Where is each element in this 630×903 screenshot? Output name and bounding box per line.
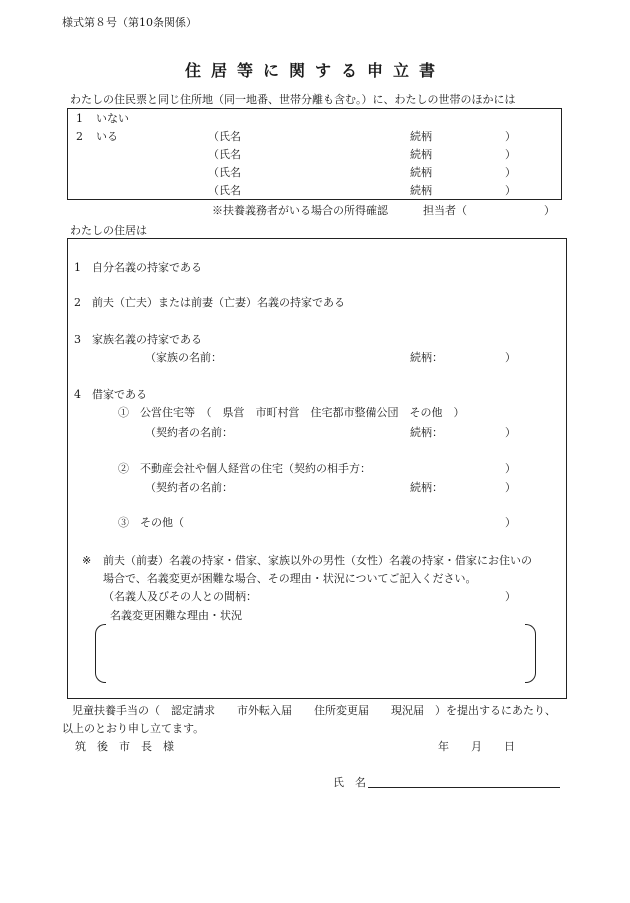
- member-close-3: ）: [505, 166, 516, 179]
- private-contract-close: ）: [505, 481, 516, 494]
- footer-line-1: 児童扶養手当の（ 認定請求 市外転入届 住所変更届 現況届 ）を提出するにあたり、: [72, 704, 556, 717]
- reason-label: 名義変更困難な理由・状況: [110, 609, 242, 622]
- private-contract-name[interactable]: （契約者の名前：: [145, 481, 233, 494]
- household-option-present[interactable]: いる: [96, 130, 118, 143]
- residence-option-rental[interactable]: 4 借家である: [74, 388, 147, 401]
- member-name-4[interactable]: （氏名: [208, 184, 241, 197]
- household-intro: わたしの住民票と同じ住所地（同一地番、世帯分離も含む。）に、わたしの世帯のほかには: [70, 93, 516, 106]
- rental-other[interactable]: ③ その他（: [118, 516, 184, 529]
- member-rel-2[interactable]: 続柄: [410, 148, 432, 161]
- rental-public-housing[interactable]: ① 公営住宅等 （ 県営 市町村営 住宅都市整備公団 その他 ）: [118, 406, 465, 419]
- family-rel-field[interactable]: 続柄：: [410, 351, 443, 364]
- staff-label: 担当者（: [423, 204, 467, 217]
- form-number: 様式第８号（第10条関係）: [62, 16, 197, 29]
- applicant-name-label: 氏 名: [333, 776, 366, 789]
- member-rel-3[interactable]: 続柄: [410, 166, 432, 179]
- household-option-present-num: 2: [76, 130, 83, 143]
- nominee-relation-field[interactable]: （名義人及びその人との間柄：: [103, 590, 257, 603]
- private-close: ）: [505, 462, 516, 475]
- page-title: 住居等に関する申立書: [185, 61, 446, 80]
- date-field[interactable]: 年 月 日: [438, 740, 515, 753]
- reason-bracket-left: [95, 624, 106, 683]
- household-option-none-num: 1: [76, 112, 83, 125]
- family-name-field[interactable]: （家族の名前：: [145, 351, 222, 364]
- note-line-1: 前夫（前妻）名義の持家・借家、家族以外の男性（女性）名義の持家・借家にお住いの: [103, 554, 532, 567]
- residence-option-former-spouse[interactable]: 2 前夫（亡夫）または前妻（亡妻）名義の持家である: [74, 296, 345, 309]
- member-close-4: ）: [505, 184, 516, 197]
- member-name-1[interactable]: （氏名: [208, 130, 241, 143]
- nominee-relation-close: ）: [505, 590, 516, 603]
- public-contract-rel[interactable]: 続柄：: [410, 426, 443, 439]
- rental-other-close: ）: [505, 516, 516, 529]
- reason-text-area[interactable]: [108, 626, 520, 679]
- household-option-none[interactable]: いない: [96, 112, 129, 125]
- note-mark: ※: [82, 554, 92, 567]
- member-close-1: ）: [505, 130, 516, 143]
- public-contract-close: ）: [505, 426, 516, 439]
- rental-private-housing[interactable]: ② 不動産会社や個人経営の住宅（契約の相手方：: [118, 462, 371, 475]
- member-rel-1[interactable]: 続柄: [410, 130, 432, 143]
- member-name-3[interactable]: （氏名: [208, 166, 241, 179]
- footer-line-2: 以上のとおり申し立てます。: [62, 722, 205, 735]
- income-confirm-note: ※扶養義務者がいる場合の所得確認: [212, 204, 388, 217]
- private-contract-rel[interactable]: 続柄：: [410, 481, 443, 494]
- addressee: 筑 後 市 長 様: [75, 740, 174, 753]
- note-line-2: 場合で、名義変更が困難な場合、その理由・状況についてご記入ください。: [103, 572, 477, 585]
- household-box: [67, 108, 562, 200]
- family-close: ）: [505, 351, 516, 364]
- member-close-2: ）: [505, 148, 516, 161]
- member-rel-4[interactable]: 続柄: [410, 184, 432, 197]
- applicant-name-line[interactable]: [368, 787, 560, 788]
- member-name-2[interactable]: （氏名: [208, 148, 241, 161]
- staff-close: ）: [544, 204, 555, 217]
- public-contract-name[interactable]: （契約者の名前：: [145, 426, 233, 439]
- reason-bracket-right: [525, 624, 536, 683]
- residence-option-own[interactable]: 1 自分名義の持家である: [74, 261, 202, 274]
- residence-option-family[interactable]: 3 家族名義の持家である: [74, 333, 202, 346]
- residence-intro: わたしの住居は: [70, 224, 147, 237]
